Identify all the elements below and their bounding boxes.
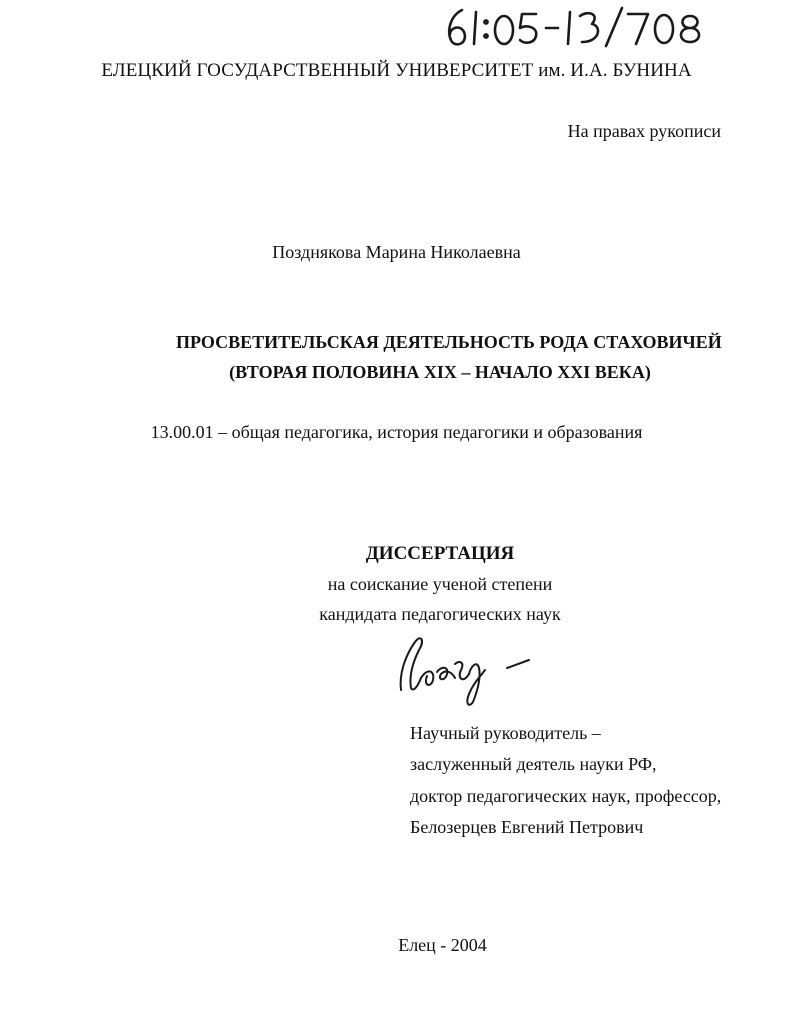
specialty-code: 13.00.01 – общая педагогика, история педагогики и образования	[150, 422, 643, 442]
advisor-degree: доктор педагогических наук, профессор,	[410, 786, 722, 806]
dissertation-heading: ДИССЕРТАЦИЯ	[365, 543, 515, 564]
thesis-title-line-2: (ВТОРАЯ ПОЛОВИНА XIX – НАЧАЛО XXI ВЕКА)	[229, 362, 651, 382]
thesis-title-line-1: ПРОСВЕТИТЕЛЬСКАЯ ДЕЯТЕЛЬНОСТЬ РОДА СТАХОВИЧЕЙ	[176, 332, 722, 352]
advisor-name: Белозерцев Евгений Петрович	[410, 817, 644, 837]
dissertation-field-line: кандидата педагогических наук	[319, 604, 561, 624]
university-name: ЕЛЕЦКИЙ ГОСУДАРСТВЕННЫЙ УНИВЕРСИТЕТ им. И.А. БУНИНА	[101, 60, 692, 81]
author-name: Позднякова Марина Николаевна	[272, 242, 521, 262]
handwritten-signature	[395, 630, 535, 710]
dissertation-degree-line: на соискание ученой степени	[327, 574, 553, 594]
advisor-role: Научный руководитель –	[410, 723, 601, 743]
advisor-honor: заслуженный деятель науки РФ,	[410, 754, 657, 774]
manuscript-rights-note: На правах рукописи	[567, 121, 721, 141]
city-and-year: Елец - 2004	[398, 935, 487, 955]
